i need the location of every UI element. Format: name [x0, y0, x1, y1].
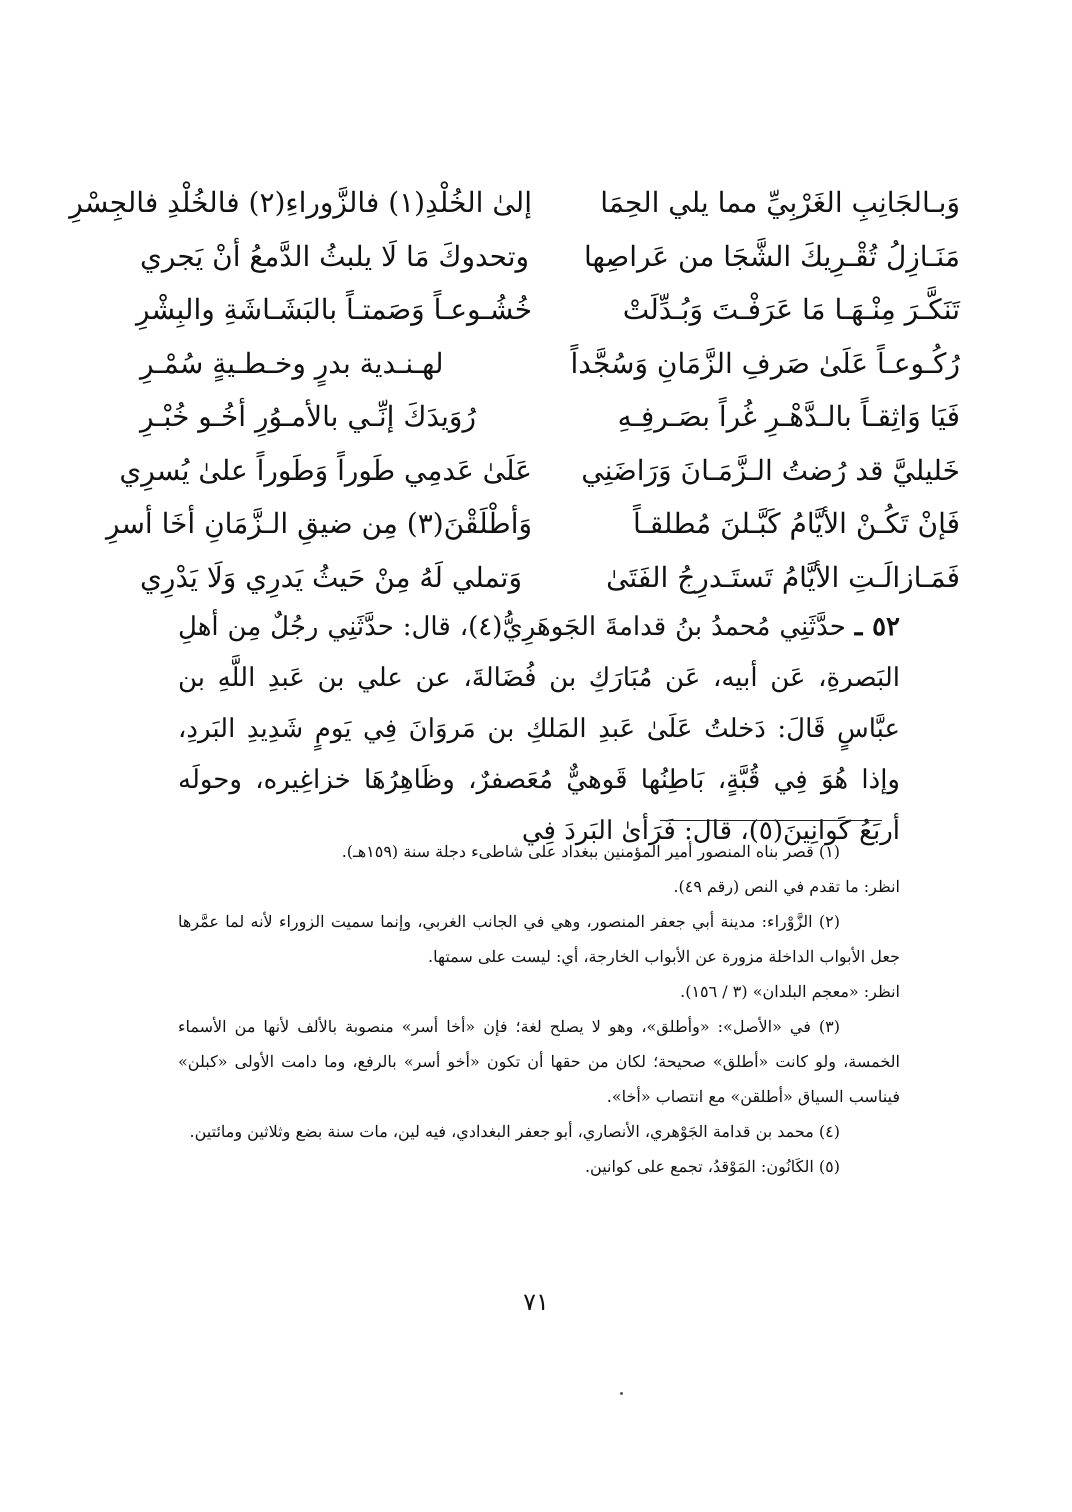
footnote-line: (٢) الزَّوْراء: مدينة أبي جعفر المنصور، وهي في الجانب الغربي، وإنما سميت الزوراء لأنه لما عمَّرها جعل الأبواب الداخلة مزورة عن الأبواب الخارجة، أي: ليست على سمتها. [178, 912, 900, 966]
page-number: ٧١ [523, 1288, 549, 1316]
footnote-line: (١) قصر بناه المنصور أمير المؤمنين ببغداد على شاطىء دجلة سنة (١٥٩هـ). [341, 842, 840, 861]
footnote [178, 1114, 900, 1149]
poem-verse [140, 337, 960, 391]
footnote [178, 1009, 900, 1114]
narration-paragraph [178, 602, 900, 857]
footnote-line: انظر: ما تقدم في النص (رقم ٤٩). [673, 877, 900, 896]
verse-first-hemistich: فَإنْ تَكُـنْ الأيَّامُ كَبَّـلنَ مُطلقـاً [633, 507, 960, 540]
verse-second-hemistich: وتحدوكَ مَا لَا يلبثُ الدَّمعُ أنْ يَجري [140, 239, 530, 273]
poem-verse [140, 390, 960, 444]
verse-first-hemistich: رُكُـوعـاً عَلَىٰ صَرفِ الزَّمَانِ وَسُجَّداً [570, 346, 960, 380]
verse-second-hemistich: رُوَيدَكَ إنِّـي بالأمـوُرِ أخُـو خُبْـرِ [140, 400, 476, 433]
poem-verse [140, 551, 960, 605]
poem-block [69, 176, 960, 604]
narration-number: ٥٢ ـ [854, 612, 901, 642]
footnote-line: (٣) في «الأصل»: «وأطلق»، وهو لا يصلح لغة؛ فإن «أخا أسر» منصوبة بالألف لأنها من الأسماء الخمسة، ولو كانت «أطلق» صحيحة؛ لكان من حقها أن تكون «أخو أسر» بالرفع، وما دامت الأولى «كبلن» فيناسب السياق «أطلقن» مع انتصاب «أخا». [178, 1017, 900, 1106]
footnote [178, 1149, 900, 1184]
verse-second-hemistich: خُشُـوعـاً وَصَمتـاً بالبَشَـاشَةِ والبِشْرِ [136, 293, 532, 326]
verse-second-hemistich: لهـنـدية بدرٍ وخـطـيةٍ سُمْـرِ [140, 346, 444, 380]
footnote-line: (٥) الكَانُون: المَوْقدُ، تجمع على كوانين. [584, 1157, 840, 1176]
footnote [178, 834, 900, 904]
scan-speck [620, 1392, 623, 1395]
verse-second-hemistich: إلىٰ الخُلْدِ(١) فالزَّوراءِ(٢) فالخُلْدِ فالجِسْرِ [69, 186, 532, 219]
verse-first-hemistich: وَبـالجَانِبِ الغَرْبِيِّ مما يلي الحِمَا [600, 186, 960, 219]
verse-second-hemistich: عَلَىٰ عَدمِي طَوراً وَطَوراً علىٰ يُسرِي [119, 453, 532, 487]
narration-text: حدَّثَنِي مُحمدُ بنُ قدامةَ الجَوهَرِيُّ(٤)، قال: حدَّثَنِي رجُلٌ مِن أهلِ البَصرةِ، عَن أبيه، عَن مُبَارَكِ بن فُضَالةَ، عن علي بن عَبدِ اللَّهِ بن عبَّاسٍ قَالَ: دَخلتُ عَلَىٰ عَبدِ المَلكِ بن مَروَانَ فِي يَومٍ شَدِيدِ البَردِ، وإذا هُوَ فِي قُبَّةٍ، بَاطِنُها قَوهيٌّ مُعَصفرٌ، وظَاهِرُهَا خزاغِيره، وحولَه أربَعُ كَوانِينَ(٥)، قال: فَرَأىٰ البَردَ فِي [178, 612, 900, 846]
verse-first-hemistich: فَيَا وَاثِقـاً بالـدَّهْـرِ غُراً بصَـرفِـهِ [617, 400, 960, 433]
verse-first-hemistich: خَليليَّ قد رُضتُ الـزَّمَـانَ وَرَاضَنِي [581, 453, 960, 487]
poem-verse [69, 176, 960, 230]
poem-verse [119, 444, 960, 498]
poem-verse [136, 283, 960, 337]
verse-second-hemistich: وَأطْلَقْنَ(٣) مِن ضيقِ الـزَّمَانِ أخَا أسرِ [106, 507, 532, 540]
verse-first-hemistich: مَنَـازِلُ تُقْـرِيكَ الشَّجَا من عَراصِها [583, 239, 960, 273]
footnotes [178, 834, 900, 1184]
footnote-separator [660, 820, 882, 821]
poem-verse [106, 497, 960, 551]
verse-second-hemistich: وَتملي لَهُ مِنْ حَيثُ يَدرِي وَلَا يَدْرِي [140, 560, 522, 594]
footnote [178, 904, 900, 1009]
poem-verse [140, 230, 960, 284]
footnote-line: (٤) محمد بن قدامة الجَوْهري، الأنصاري، أبو جعفر البغدادي، فيه لين، مات سنة بضع وثلاثين ومائتين. [189, 1122, 840, 1141]
footnote-line: انظر: «معجم البلدان» (٣ / ١٥٦). [680, 982, 900, 1001]
verse-first-hemistich: فَمَـازالَـتِ الأيَّامُ تَستَـدرِجُ الفَتَىٰ [606, 560, 960, 594]
verse-first-hemistich: تَنَكَّـرَ مِنْـهَـا مَا عَرَفْـتَ وَبُـدِّلَتْ [622, 293, 960, 326]
